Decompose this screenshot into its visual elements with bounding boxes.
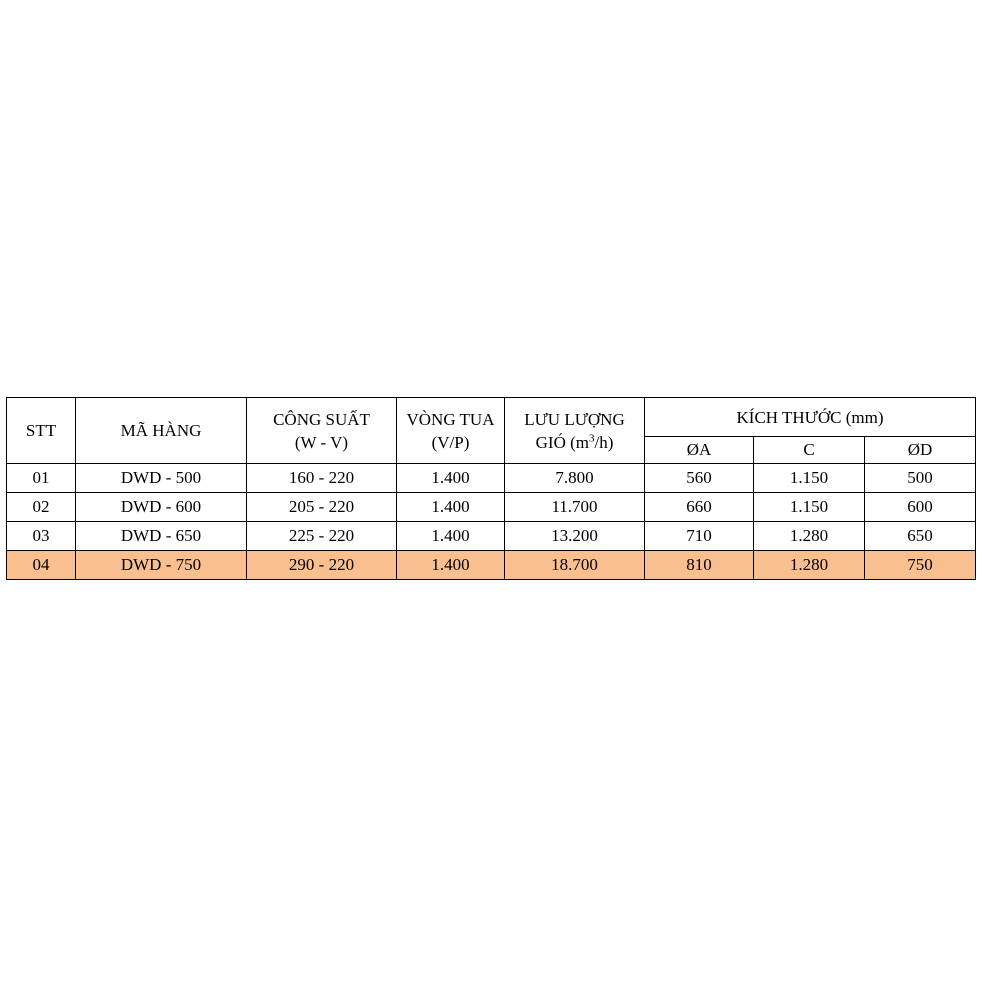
subheader-d: ØD	[865, 437, 976, 464]
header-vong-tua	[397, 398, 505, 464]
cell-stt: 03	[7, 522, 76, 551]
cell-vong-tua: 1.400	[397, 522, 505, 551]
cell-stt: 01	[7, 464, 76, 493]
cell-ma-hang: DWD - 650	[76, 522, 247, 551]
cell-luu-luong: 18.700	[505, 551, 645, 580]
cell-c: 1.150	[754, 493, 865, 522]
cell-ma-hang: DWD - 500	[76, 464, 247, 493]
header-luu-luong	[505, 398, 645, 464]
cell-luu-luong: 11.700	[505, 493, 645, 522]
header-luu-luong-line2	[505, 431, 644, 454]
header-cong-suat-line1: CÔNG SUẤT	[273, 409, 370, 429]
cell-d: 750	[865, 551, 976, 580]
cell-vong-tua: 1.400	[397, 464, 505, 493]
cell-cong-suat: 160 - 220	[247, 464, 397, 493]
header-stt: STT	[7, 398, 76, 464]
cell-d: 650	[865, 522, 976, 551]
header-luu-luong-line1: LƯU LƯỢNG	[524, 409, 625, 429]
cell-stt: 04	[7, 551, 76, 580]
cell-vong-tua: 1.400	[397, 551, 505, 580]
cell-c: 1.280	[754, 522, 865, 551]
cell-luu-luong: 7.800	[505, 464, 645, 493]
cell-d: 600	[865, 493, 976, 522]
cell-cong-suat: 225 - 220	[247, 522, 397, 551]
header-cong-suat-line2: (W - V)	[294, 432, 349, 452]
table-row	[7, 493, 976, 522]
header-kich-thuoc: KÍCH THƯỚC (mm)	[645, 398, 976, 437]
header-luu-luong-unit-pre: GIÓ (m	[535, 432, 589, 452]
cell-cong-suat: 290 - 220	[247, 551, 397, 580]
table-body	[7, 464, 976, 580]
cell-a: 660	[645, 493, 754, 522]
cell-a: 710	[645, 522, 754, 551]
cell-d: 500	[865, 464, 976, 493]
cell-c: 1.150	[754, 464, 865, 493]
header-row	[7, 398, 976, 437]
subheader-c: C	[754, 437, 865, 464]
header-ma-hang: MÃ HÀNG	[76, 398, 247, 464]
cell-a: 810	[645, 551, 754, 580]
header-vong-tua-line1: VÒNG TUA	[406, 409, 495, 429]
cell-ma-hang: DWD - 750	[76, 551, 247, 580]
table-row	[7, 551, 976, 580]
header-cong-suat	[247, 398, 397, 464]
cell-vong-tua: 1.400	[397, 493, 505, 522]
header-vong-tua-line2: (V/P)	[431, 432, 470, 452]
cell-luu-luong: 13.200	[505, 522, 645, 551]
cell-ma-hang: DWD - 600	[76, 493, 247, 522]
table-row	[7, 464, 976, 493]
table-row	[7, 522, 976, 551]
cell-stt: 02	[7, 493, 76, 522]
product-spec-table	[6, 397, 976, 580]
header-luu-luong-unit-sup: 3	[588, 431, 595, 444]
cell-a: 560	[645, 464, 754, 493]
cell-c: 1.280	[754, 551, 865, 580]
cell-cong-suat: 205 - 220	[247, 493, 397, 522]
subheader-a: ØA	[645, 437, 754, 464]
header-luu-luong-unit-post: /h)	[594, 432, 614, 452]
